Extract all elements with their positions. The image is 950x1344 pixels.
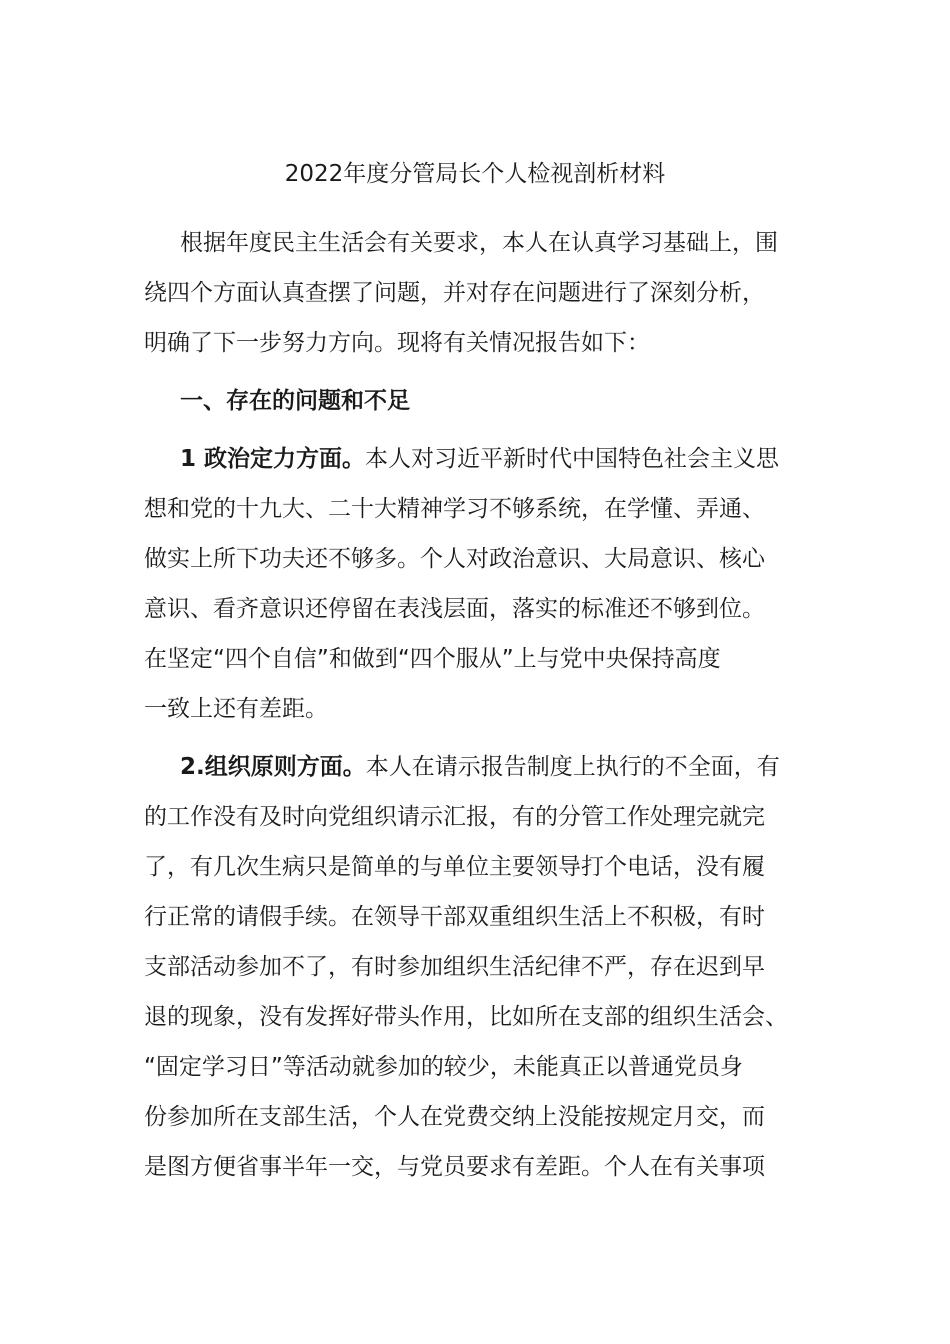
item2-line: “固定学习日”等活动就参加的较少，未能真正以普通党员身 [144, 1054, 743, 1080]
section1-heading: 一、存在的问题和不足 [180, 388, 410, 414]
item2-paragraph [144, 742, 806, 1192]
intro-line: 根据年度民主生活会有关要求，本人在认真学习基础上，围 [180, 230, 778, 256]
document-body [144, 218, 806, 1192]
item2-line: 退的现象，没有发挥好带头作用，比如所在支部的组织生活会、 [144, 1004, 788, 1030]
intro-line: 绕四个方面认真查摆了问题，并对存在问题进行了深刻分析， [144, 280, 765, 306]
document-title: 2022年度分管局长个人检视剖析材料 [284, 161, 666, 187]
item2-line: 了，有几次生病只是简单的与单位主要领导打个电话，没有履 [144, 854, 765, 880]
item2-line: 是图方便省事半年一交，与党员要求有差距。个人在有关事项 [144, 1154, 765, 1180]
item2-line: 支部活动参加不了，有时参加组织生活纪律不严，存在迟到早 [144, 954, 765, 980]
intro-line: 明确了下一步努力方向。现将有关情况报告如下： [144, 330, 650, 356]
item1-paragraph [144, 434, 806, 734]
item1-lead: 1 政治定力方面。 [180, 446, 366, 472]
item2-line: 的工作没有及时向党组织请示汇报，有的分管工作处理完就完 [144, 804, 765, 830]
item2-line: 份参加所在支部生活，个人在党费交纳上没能按规定月交，而 [144, 1104, 765, 1130]
item2-line: 行正常的请假手续。在领导干部双重组织生活上不积极，有时 [144, 904, 765, 930]
item1-line: 意识、看齐意识还停留在表浅层面，落实的标准还不够到位。 [144, 596, 765, 622]
section-heading [144, 376, 806, 426]
item1-line: 在坚定“四个自信”和做到“四个服从”上与党中央保持高度 [144, 646, 721, 672]
item2-lead: 2.组织原则方面。 [180, 754, 366, 780]
item1-first-rest: 本人对习近平新时代中国特色社会主义思 [365, 446, 780, 472]
item1-line: 想和党的十九大、二十大精神学习不够系统，在学懂、弄通、 [144, 496, 765, 522]
item1-first-line [144, 434, 806, 484]
item1-line: 做实上所下功夫还不够多。个人对政治意识、大局意识、核心 [144, 546, 765, 572]
intro-paragraph [144, 218, 806, 368]
item2-first-line [144, 742, 806, 792]
item1-line: 一致上还有差距。 [144, 696, 328, 722]
item2-first-rest: 本人在请示报告制度上执行的不全面，有 [365, 754, 780, 780]
